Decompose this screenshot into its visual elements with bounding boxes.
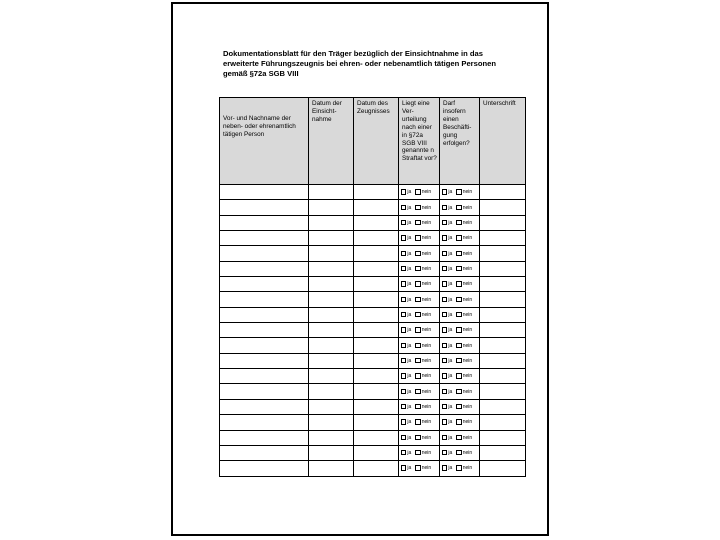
cell-signature[interactable] [480, 185, 526, 200]
yes-checkbox[interactable] [401, 205, 406, 210]
no-checkbox[interactable] [456, 312, 461, 317]
no-checkbox[interactable] [456, 343, 461, 348]
no-label: nein [462, 419, 473, 426]
no-label: nein [462, 450, 473, 457]
yes-label: ja [448, 219, 453, 226]
yes-checkbox[interactable] [442, 205, 447, 210]
no-label: nein [421, 204, 432, 211]
table-row [220, 307, 526, 322]
cell-conviction [399, 323, 440, 338]
no-checkbox[interactable] [415, 343, 420, 348]
yes-label: ja [407, 281, 412, 288]
cell-signature[interactable] [480, 323, 526, 338]
no-checkbox[interactable] [415, 450, 420, 455]
cell-signature[interactable] [480, 231, 526, 246]
cell-inspection-date[interactable] [309, 200, 354, 215]
cell-signature[interactable] [480, 277, 526, 292]
cell-signature[interactable] [480, 430, 526, 445]
yes-checkbox[interactable] [442, 220, 447, 225]
no-label: nein [421, 404, 432, 410]
table-row [220, 231, 526, 246]
cell-inspection-date[interactable] [309, 445, 354, 460]
yes-label: ja [407, 419, 412, 426]
no-checkbox[interactable] [415, 281, 420, 286]
cell-conviction [399, 369, 440, 384]
cell-certificate-date[interactable] [354, 277, 399, 292]
yes-checkbox[interactable] [401, 327, 406, 332]
cell-name[interactable] [220, 231, 309, 246]
yes-label: ja [407, 311, 412, 318]
cell-inspection-date[interactable] [309, 307, 354, 322]
no-checkbox[interactable] [415, 189, 420, 194]
cell-inspection-date[interactable] [309, 353, 354, 368]
cell-certificate-date[interactable] [354, 292, 399, 307]
table-row [220, 415, 526, 430]
no-checkbox[interactable] [456, 266, 461, 271]
cell-conviction [399, 246, 440, 261]
documentation-table [219, 97, 526, 477]
yes-label: ja [407, 204, 412, 211]
header-signature: Unterschrift [480, 98, 526, 185]
cell-name[interactable] [220, 185, 309, 200]
yes-label: ja [407, 250, 412, 257]
no-label: nein [421, 281, 432, 288]
cell-employment-allowed [440, 215, 480, 230]
cell-certificate-date[interactable] [354, 185, 399, 200]
no-label: nein [462, 204, 473, 211]
yes-checkbox[interactable] [442, 358, 447, 363]
no-label: nein [462, 327, 473, 334]
cell-inspection-date[interactable] [309, 384, 354, 399]
yes-checkbox[interactable] [442, 435, 447, 440]
no-checkbox[interactable] [456, 373, 461, 378]
cell-conviction [399, 338, 440, 353]
cell-certificate-date[interactable] [354, 231, 399, 246]
no-checkbox[interactable] [415, 389, 420, 394]
cell-signature[interactable] [480, 246, 526, 261]
cell-certificate-date[interactable] [354, 215, 399, 230]
cell-employment-allowed [440, 200, 480, 215]
cell-signature[interactable] [480, 200, 526, 215]
yes-checkbox[interactable] [401, 404, 406, 409]
no-label: nein [421, 235, 432, 242]
yes-checkbox[interactable] [401, 358, 406, 363]
cell-name[interactable] [220, 246, 309, 261]
no-checkbox[interactable] [415, 435, 420, 440]
no-label: nein [421, 265, 432, 272]
no-label: nein [462, 342, 473, 349]
yes-label: ja [448, 281, 453, 288]
header-conviction: Liegt eine Ver-urteilung nach einer in §72a SGB VIII genannte n Straftat vor? [399, 98, 440, 185]
yes-label: ja [448, 450, 453, 457]
cell-inspection-date[interactable] [309, 292, 354, 307]
no-label: nein [462, 465, 473, 472]
no-checkbox[interactable] [456, 281, 461, 286]
yes-checkbox[interactable] [401, 281, 406, 286]
cell-conviction [399, 292, 440, 307]
no-checkbox[interactable] [415, 297, 420, 302]
yes-checkbox[interactable] [442, 251, 447, 256]
yes-label: ja [448, 388, 453, 395]
cell-conviction [399, 399, 440, 414]
no-label: nein [421, 434, 432, 441]
yes-checkbox[interactable] [401, 435, 406, 440]
no-checkbox[interactable] [456, 404, 461, 409]
no-label: nein [421, 296, 432, 303]
yes-checkbox[interactable] [442, 327, 447, 332]
yes-checkbox[interactable] [401, 251, 406, 256]
no-label: nein [462, 189, 473, 196]
yes-label: ja [448, 311, 453, 318]
cell-employment-allowed [440, 307, 480, 322]
header-name: Vor- und Nachname der neben- oder ehrenamtlich tätigen Person [220, 98, 309, 185]
cell-name[interactable] [220, 399, 309, 414]
yes-checkbox[interactable] [401, 450, 406, 455]
yes-checkbox[interactable] [401, 312, 406, 317]
yes-label: ja [407, 219, 412, 226]
cell-employment-allowed [440, 430, 480, 445]
cell-certificate-date[interactable] [354, 323, 399, 338]
table-row [220, 246, 526, 261]
no-label: nein [421, 388, 432, 395]
yes-checkbox[interactable] [442, 404, 447, 409]
no-label: nein [462, 311, 473, 318]
cell-employment-allowed [440, 261, 480, 276]
yes-label: ja [448, 404, 453, 410]
no-checkbox[interactable] [456, 465, 461, 470]
table-row [220, 261, 526, 276]
cell-certificate-date[interactable] [354, 353, 399, 368]
yes-checkbox[interactable] [401, 465, 406, 470]
no-checkbox[interactable] [456, 251, 461, 256]
table-row [220, 338, 526, 353]
cell-inspection-date[interactable] [309, 461, 354, 476]
document-page [171, 2, 549, 536]
table-row [220, 399, 526, 414]
yes-label: ja [448, 342, 453, 349]
no-label: nein [462, 388, 473, 395]
no-label: nein [421, 189, 432, 196]
yes-label: ja [407, 342, 412, 349]
cell-conviction [399, 307, 440, 322]
cell-signature[interactable] [480, 261, 526, 276]
cell-employment-allowed [440, 353, 480, 368]
cell-certificate-date[interactable] [354, 246, 399, 261]
cell-name[interactable] [220, 261, 309, 276]
table-row [220, 430, 526, 445]
yes-label: ja [448, 265, 453, 272]
no-label: nein [462, 250, 473, 257]
no-checkbox[interactable] [456, 450, 461, 455]
yes-label: ja [407, 265, 412, 272]
yes-checkbox[interactable] [442, 312, 447, 317]
yes-label: ja [407, 373, 412, 380]
no-label: nein [462, 296, 473, 303]
no-checkbox[interactable] [456, 435, 461, 440]
yes-label: ja [448, 434, 453, 441]
cell-name[interactable] [220, 338, 309, 353]
yes-checkbox[interactable] [401, 266, 406, 271]
cell-signature[interactable] [480, 461, 526, 476]
no-label: nein [421, 373, 432, 380]
cell-inspection-date[interactable] [309, 277, 354, 292]
yes-label: ja [448, 189, 453, 196]
cell-employment-allowed [440, 231, 480, 246]
cell-name[interactable] [220, 215, 309, 230]
cell-signature[interactable] [480, 338, 526, 353]
yes-checkbox[interactable] [401, 220, 406, 225]
no-checkbox[interactable] [415, 235, 420, 240]
cell-employment-allowed [440, 246, 480, 261]
no-checkbox[interactable] [415, 312, 420, 317]
no-checkbox[interactable] [456, 235, 461, 240]
table-row [220, 323, 526, 338]
no-checkbox[interactable] [456, 220, 461, 225]
cell-signature[interactable] [480, 353, 526, 368]
cell-certificate-date[interactable] [354, 338, 399, 353]
cell-employment-allowed [440, 323, 480, 338]
no-checkbox[interactable] [456, 189, 461, 194]
no-label: nein [462, 434, 473, 441]
cell-signature[interactable] [480, 292, 526, 307]
no-label: nein [462, 219, 473, 226]
cell-name[interactable] [220, 307, 309, 322]
no-label: nein [421, 465, 432, 472]
yes-checkbox[interactable] [442, 343, 447, 348]
table-row [220, 445, 526, 460]
no-checkbox[interactable] [456, 205, 461, 210]
cell-signature[interactable] [480, 399, 526, 414]
yes-checkbox[interactable] [401, 343, 406, 348]
yes-checkbox[interactable] [442, 419, 447, 424]
yes-label: ja [407, 296, 412, 303]
no-checkbox[interactable] [415, 373, 420, 378]
cell-certificate-date[interactable] [354, 261, 399, 276]
yes-label: ja [448, 204, 453, 211]
cell-certificate-date[interactable] [354, 430, 399, 445]
cell-conviction [399, 231, 440, 246]
cell-certificate-date[interactable] [354, 384, 399, 399]
no-checkbox[interactable] [456, 419, 461, 424]
cell-inspection-date[interactable] [309, 338, 354, 353]
yes-checkbox[interactable] [401, 373, 406, 378]
no-label: nein [421, 419, 432, 426]
cell-conviction [399, 185, 440, 200]
cell-certificate-date[interactable] [354, 415, 399, 430]
yes-label: ja [407, 388, 412, 395]
table-row [220, 461, 526, 476]
cell-name[interactable] [220, 445, 309, 460]
yes-label: ja [407, 465, 412, 472]
cell-employment-allowed [440, 338, 480, 353]
cell-employment-allowed [440, 277, 480, 292]
no-checkbox[interactable] [456, 389, 461, 394]
no-label: nein [462, 265, 473, 272]
cell-inspection-date[interactable] [309, 261, 354, 276]
yes-checkbox[interactable] [442, 450, 447, 455]
cell-conviction [399, 277, 440, 292]
cell-inspection-date[interactable] [309, 415, 354, 430]
yes-label: ja [448, 250, 453, 257]
no-label: nein [462, 373, 473, 380]
yes-checkbox[interactable] [442, 235, 447, 240]
no-checkbox[interactable] [456, 358, 461, 363]
cell-employment-allowed [440, 399, 480, 414]
table-row [220, 277, 526, 292]
table-row [220, 215, 526, 230]
no-label: nein [421, 450, 432, 457]
cell-name[interactable] [220, 430, 309, 445]
yes-label: ja [448, 373, 453, 380]
no-checkbox[interactable] [456, 297, 461, 302]
cell-inspection-date[interactable] [309, 185, 354, 200]
no-checkbox[interactable] [456, 327, 461, 332]
no-checkbox[interactable] [415, 404, 420, 409]
yes-label: ja [448, 357, 453, 364]
cell-inspection-date[interactable] [309, 231, 354, 246]
cell-inspection-date[interactable] [309, 430, 354, 445]
table-header-row [220, 98, 526, 185]
cell-employment-allowed [440, 292, 480, 307]
no-label: nein [462, 404, 473, 410]
yes-label: ja [448, 419, 453, 426]
no-label: nein [462, 281, 473, 288]
cell-inspection-date[interactable] [309, 369, 354, 384]
yes-label: ja [407, 434, 412, 441]
cell-signature[interactable] [480, 384, 526, 399]
no-checkbox[interactable] [415, 220, 420, 225]
cell-name[interactable] [220, 384, 309, 399]
cell-conviction [399, 200, 440, 215]
yes-checkbox[interactable] [401, 389, 406, 394]
header-inspection-date: Datum der Einsicht-nahme [309, 98, 354, 185]
cell-conviction [399, 353, 440, 368]
cell-employment-allowed [440, 415, 480, 430]
table-row [220, 200, 526, 215]
no-checkbox[interactable] [415, 251, 420, 256]
cell-conviction [399, 430, 440, 445]
cell-inspection-date[interactable] [309, 215, 354, 230]
cell-name[interactable] [220, 277, 309, 292]
no-checkbox[interactable] [415, 266, 420, 271]
header-employment-allowed: Darf insofern einen Beschäfti-gung erfolgen? [440, 98, 480, 185]
no-label: nein [421, 327, 432, 334]
yes-checkbox[interactable] [442, 297, 447, 302]
cell-name[interactable] [220, 292, 309, 307]
cell-signature[interactable] [480, 215, 526, 230]
yes-checkbox[interactable] [401, 189, 406, 194]
yes-label: ja [448, 296, 453, 303]
cell-conviction [399, 445, 440, 460]
table-row [220, 185, 526, 200]
yes-checkbox[interactable] [442, 389, 447, 394]
cell-inspection-date[interactable] [309, 399, 354, 414]
cell-conviction [399, 261, 440, 276]
yes-label: ja [407, 404, 412, 410]
cell-name[interactable] [220, 461, 309, 476]
yes-label: ja [407, 450, 412, 457]
cell-certificate-date[interactable] [354, 307, 399, 322]
cell-employment-allowed [440, 369, 480, 384]
cell-employment-allowed [440, 445, 480, 460]
no-label: nein [421, 311, 432, 318]
cell-employment-allowed [440, 461, 480, 476]
cell-name[interactable] [220, 415, 309, 430]
no-checkbox[interactable] [415, 358, 420, 363]
no-label: nein [421, 219, 432, 226]
yes-label: ja [407, 327, 412, 334]
cell-name[interactable] [220, 369, 309, 384]
cell-inspection-date[interactable] [309, 246, 354, 261]
cell-signature[interactable] [480, 307, 526, 322]
table-row [220, 384, 526, 399]
yes-label: ja [448, 235, 453, 242]
cell-certificate-date[interactable] [354, 445, 399, 460]
no-checkbox[interactable] [415, 419, 420, 424]
no-label: nein [462, 357, 473, 364]
cell-employment-allowed [440, 185, 480, 200]
cell-name[interactable] [220, 323, 309, 338]
cell-certificate-date[interactable] [354, 369, 399, 384]
header-certificate-date: Datum des Zeugnisses [354, 98, 399, 185]
table-row [220, 292, 526, 307]
cell-conviction [399, 461, 440, 476]
yes-checkbox[interactable] [401, 235, 406, 240]
cell-inspection-date[interactable] [309, 323, 354, 338]
yes-label: ja [407, 189, 412, 196]
yes-checkbox[interactable] [442, 465, 447, 470]
cell-name[interactable] [220, 353, 309, 368]
cell-signature[interactable] [480, 445, 526, 460]
no-label: nein [421, 250, 432, 257]
no-checkbox[interactable] [415, 465, 420, 470]
no-label: nein [421, 342, 432, 349]
table-row [220, 353, 526, 368]
cell-signature[interactable] [480, 415, 526, 430]
cell-signature[interactable] [480, 369, 526, 384]
yes-checkbox[interactable] [401, 419, 406, 424]
yes-label: ja [407, 357, 412, 364]
cell-certificate-date[interactable] [354, 200, 399, 215]
yes-label: ja [448, 465, 453, 472]
yes-label: ja [407, 235, 412, 242]
yes-checkbox[interactable] [442, 189, 447, 194]
no-label: nein [421, 357, 432, 364]
yes-checkbox[interactable] [442, 266, 447, 271]
cell-employment-allowed [440, 384, 480, 399]
cell-conviction [399, 215, 440, 230]
cell-conviction [399, 384, 440, 399]
yes-label: ja [448, 327, 453, 334]
table-row [220, 369, 526, 384]
no-label: nein [462, 235, 473, 242]
yes-checkbox[interactable] [442, 373, 447, 378]
document-title: Dokumentationsblatt für den Träger bezüglich der Einsichtnahme in das erweiterte Führungszeugnis bei ehren- oder nebenamtlich tätigen Personen gemäß §72a SGB VIII [223, 49, 497, 78]
cell-conviction [399, 415, 440, 430]
cell-certificate-date[interactable] [354, 461, 399, 476]
yes-checkbox[interactable] [401, 297, 406, 302]
yes-checkbox[interactable] [442, 281, 447, 286]
no-checkbox[interactable] [415, 327, 420, 332]
no-checkbox[interactable] [415, 205, 420, 210]
cell-certificate-date[interactable] [354, 399, 399, 414]
cell-name[interactable] [220, 200, 309, 215]
table-body [220, 185, 526, 477]
